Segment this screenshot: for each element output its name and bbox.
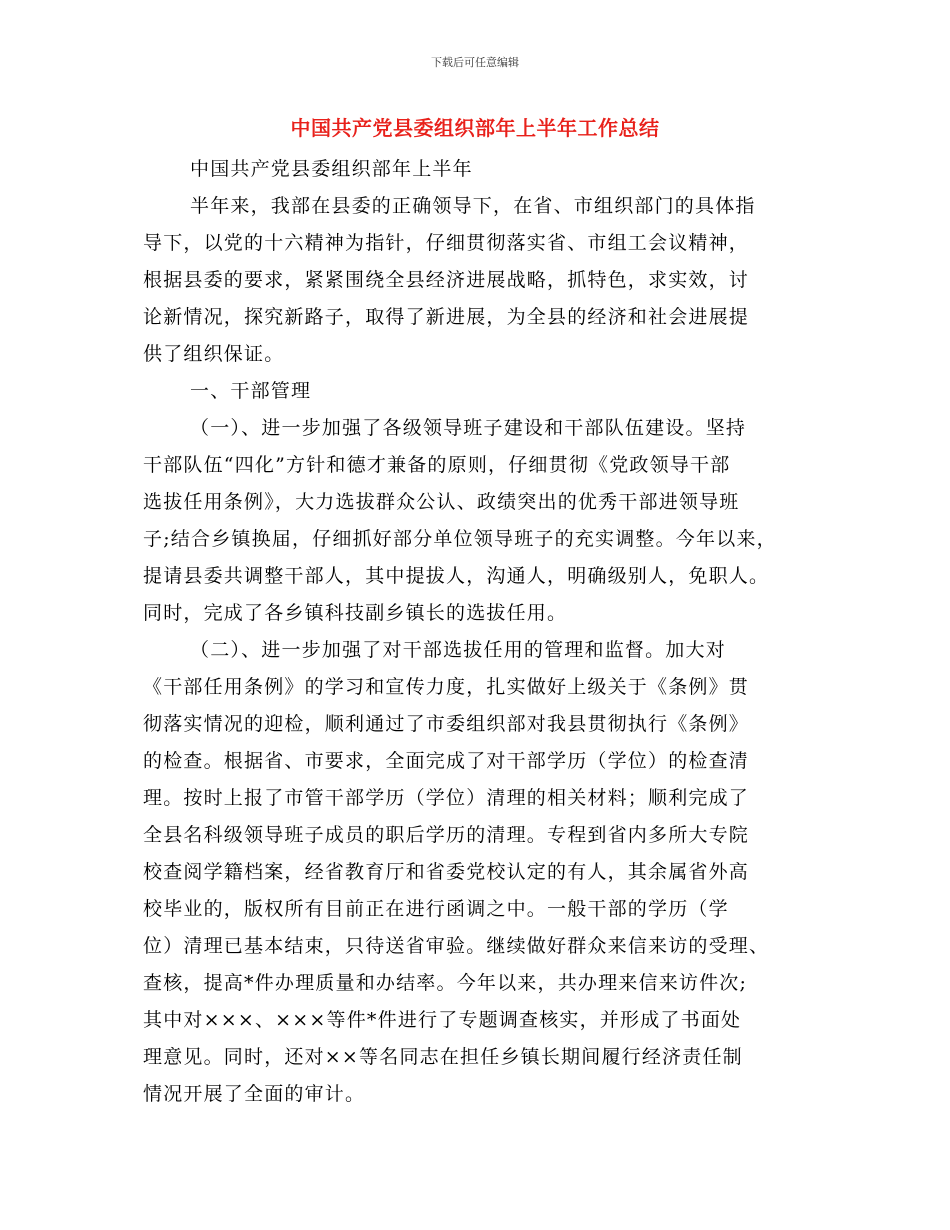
body-line: 情况开展了全面的审计。 [143,1083,366,1105]
body-line: 选拔任用条例》，大力选拔群众公认、政绩突出的优秀干部进领导班 [143,491,740,513]
body-line: 校毕业的，版权所有目前正在进行函调之中。一般干部的学历（学 [143,898,729,920]
header-note: 下载后可任意编辑 [431,56,519,69]
body-line: 中国共产党县委组织部年上半年 [190,158,473,180]
body-line: 同时，完成了各乡镇科技副乡镇长的选拔任用。 [143,602,568,624]
section-heading: 一、干部管理 [190,380,312,402]
body-line: 全县名科级领导班子成员的职后学历的清理。专程到省内多所大专院 [143,824,750,846]
body-line: 导下，以党的十六精神为指针，仔细贯彻落实省、市组工会议精神， [143,232,750,254]
body-line: 供了组织保证。 [143,343,285,365]
body-line: 校查阅学籍档案，经省教育厅和省委党校认定的有人，其余属省外高 [143,861,750,883]
body-line: 论新情况，探究新路子，取得了新进展，为全县的经济和社会进展提 [143,306,750,328]
body-line: 理。按时上报了市管干部学历（学位）清理的相关材料；顺利完成了 [143,787,750,809]
body-line: 半年来，我部在县委的正确领导下，在省、市组织部门的具体指 [190,195,756,217]
body-line: 彻落实情况的迎检，顺利通过了市委组织部对我县贯彻执行《条例》 [143,713,750,735]
body-line: 《干部任用条例》的学习和宣传力度，扎实做好上级关于《条例》贯 [143,676,750,698]
body-line: 干部队伍“四化”方针和德才兼备的原则，仔细贯彻《党政领导干部 [143,454,731,476]
body-line: 根据县委的要求，紧紧围绕全县经济进展战略，抓特色，求实效，讨 [143,269,750,291]
body-line: 的检查。根据省、市要求，全面完成了对干部学历（学位）的检查清 [143,750,750,772]
body-line: 查核，提高*件办理质量和办结率。今年以来，共办理来信来访件次; [143,972,748,994]
body-line: 提请县委共调整干部人，其中提拔人，沟通人，明确级别人，免职人。 [143,565,770,587]
body-line: 其中对×××、×××等件*件进行了专题调查核实，并形成了书面处 [143,1009,742,1031]
body-line: （二）、进一步加强了对干部选拔任用的管理和监督。加大对 [190,639,726,661]
body-line: （一）、进一步加强了各级领导班子建设和干部队伍建设。坚持 [190,417,747,439]
body-line: 理意见。同时，还对××等名同志在担任乡镇长期间履行经济责任制 [143,1046,743,1068]
body-line: 子;结合乡镇换届，仔细抓好部分单位领导班子的充实调整。今年以来， [143,528,777,550]
document-title: 中国共产党县委组织部年上半年工作总结 [290,116,660,140]
body-line: 位）清理已基本结束，只待送省审验。继续做好群众来信来访的受理、 [143,935,770,957]
